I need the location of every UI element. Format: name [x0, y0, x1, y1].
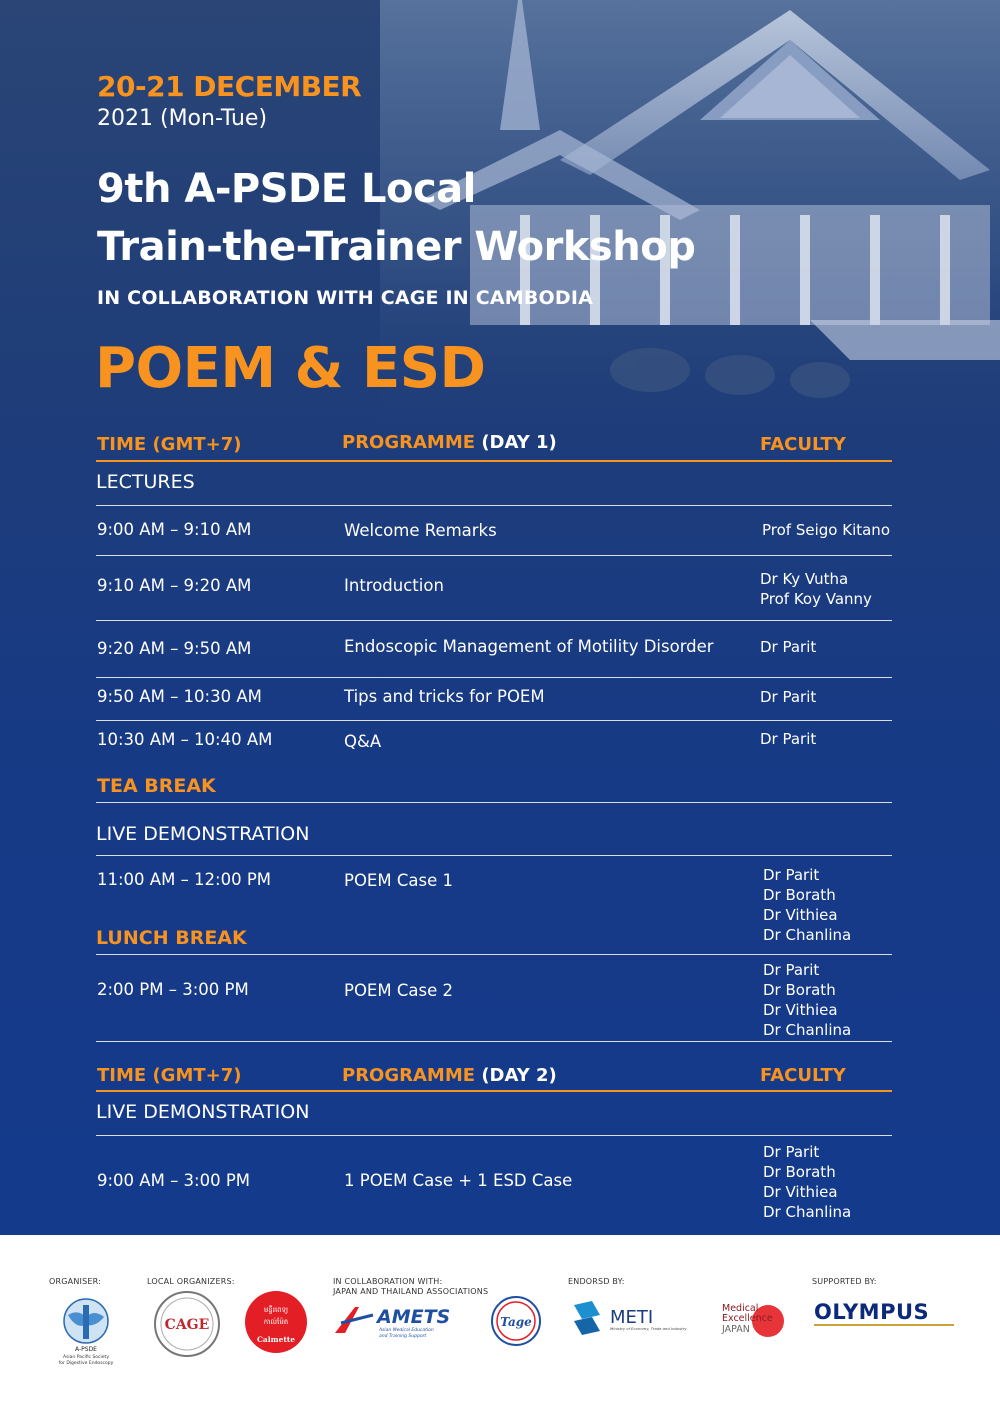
- table-row-programme: Q&A: [344, 732, 382, 751]
- table-row-faculty: Dr Parit: [760, 688, 817, 706]
- table-row-time: 2:00 PM – 3:00 PM: [97, 980, 249, 999]
- table-row-faculty: Prof Seigo Kitano: [762, 521, 890, 539]
- medical-excellence-japan-logo: [720, 1299, 786, 1339]
- table-row-faculty: [763, 1142, 851, 1222]
- meti-logo-text: METI: [610, 1307, 654, 1328]
- mej-line1: Medical: [722, 1303, 759, 1314]
- table-row-time: 9:10 AM – 9:20 AM: [97, 576, 252, 595]
- faculty-name: Dr Parit: [763, 1143, 820, 1161]
- olympus-logo: [812, 1297, 957, 1331]
- apsde-caption-line2: for Digestive Endoscopy: [58, 1361, 114, 1366]
- faculty-name: Dr Vithiea: [763, 1001, 838, 1019]
- table-row-programme: POEM Case 1: [344, 871, 453, 890]
- tage-logo-text: Tage: [500, 1315, 532, 1329]
- cage-logo-text: CAGE: [164, 1317, 210, 1333]
- table-row-programme: Endoscopic Management of Motility Disorder: [344, 637, 714, 656]
- faculty-name: Dr Chanlina: [763, 1021, 852, 1039]
- table-row-faculty: [763, 865, 851, 945]
- table-row-time: 10:30 AM – 10:40 AM: [97, 730, 273, 749]
- divider: [96, 720, 892, 721]
- calmette-name: Calmette: [256, 1335, 296, 1344]
- calmette-khmer-line1: មន្ទីរពេទ្យ: [263, 1306, 289, 1314]
- faculty-name: Dr Parit: [763, 866, 820, 884]
- table-row-time: 9:00 AM – 9:10 AM: [97, 520, 252, 539]
- table-row-time: 9:00 AM – 3:00 PM: [97, 1171, 251, 1190]
- endorsed-label: ENDORSD BY:: [568, 1277, 625, 1286]
- faculty-name: Dr Vithiea: [763, 1183, 838, 1201]
- faculty-name: Dr Chanlina: [763, 1203, 852, 1221]
- apsde-name: A-PSDE: [75, 1346, 97, 1353]
- event-year-days: 2021 (Mon-Tue): [97, 106, 268, 131]
- table-row-programme: POEM Case 2: [344, 981, 453, 1000]
- event-date: 20-21 DECEMBER: [97, 70, 362, 103]
- faculty-name: Prof Koy Vanny: [760, 590, 872, 608]
- day-label: (DAY 1): [481, 432, 557, 453]
- amets-caption-line1: Asian Medical Education: [379, 1328, 434, 1333]
- table-row-programme: Introduction: [344, 576, 444, 595]
- divider: [96, 954, 892, 955]
- programme-label: PROGRAMME: [342, 432, 476, 453]
- collaboration-label-line2: JAPAN AND THAILAND ASSOCIATIONS: [333, 1287, 489, 1296]
- topic-heading: POEM & ESD: [95, 336, 486, 401]
- faculty-name: Dr Borath: [763, 981, 836, 999]
- local-organizers-label: LOCAL ORGANIZERS:: [147, 1277, 235, 1286]
- table-row-time: 9:50 AM – 10:30 AM: [97, 687, 262, 706]
- mej-line3: JAPAN: [722, 1324, 750, 1335]
- event-title-line1: 9th A-PSDE Local: [97, 166, 476, 212]
- divider: [96, 555, 892, 556]
- table-row-programme: Welcome Remarks: [344, 521, 497, 540]
- table-row-time: 9:20 AM – 9:50 AM: [97, 639, 252, 658]
- table-row-faculty: Dr Parit: [760, 638, 817, 656]
- divider: [96, 1041, 892, 1042]
- faculty-name: Dr Ky Vutha: [760, 570, 849, 588]
- collaboration-label-line1: IN COLLABORATION WITH:: [333, 1277, 443, 1286]
- programme-label: PROGRAMME: [342, 1065, 476, 1086]
- day-label: (DAY 2): [481, 1065, 557, 1086]
- faculty-name: Dr Borath: [763, 886, 836, 904]
- divider: [96, 1090, 892, 1092]
- table-row-faculty: [763, 960, 851, 1040]
- apsde-caption-line1: Asian Pacific Society: [63, 1355, 109, 1360]
- sponsor-footer: [0, 1235, 1000, 1406]
- calmette-hospital-logo: [244, 1290, 308, 1354]
- divider: [96, 620, 892, 621]
- faculty-name: Dr Chanlina: [763, 926, 852, 944]
- divider: [96, 1135, 892, 1136]
- amets-logo: [333, 1301, 458, 1341]
- divider: [96, 677, 892, 678]
- faculty-name: Dr Vithiea: [763, 906, 838, 924]
- olympus-logo-text: OLYMPUS: [814, 1300, 930, 1324]
- organiser-label: ORGANISER:: [49, 1277, 102, 1286]
- faculty-name: Dr Borath: [763, 1163, 836, 1181]
- supported-label: SUPPORTED BY:: [812, 1277, 877, 1286]
- day2-faculty-header: FACULTY: [760, 1065, 846, 1086]
- calmette-khmer-line2: កាល់ម៉ែត: [263, 1318, 289, 1326]
- table-row-faculty: Dr Parit: [760, 730, 817, 748]
- table-row-programme: Tips and tricks for POEM: [344, 687, 545, 706]
- table-row-time: 11:00 AM – 12:00 PM: [97, 870, 272, 889]
- cage-logo: [153, 1290, 221, 1358]
- tage-logo: [490, 1295, 542, 1347]
- collaboration-subtitle: IN COLLABORATION WITH CAGE IN CAMBODIA: [97, 287, 594, 309]
- event-title-line2: Train-the-Trainer Workshop: [97, 224, 696, 270]
- section-live-demonstration: LIVE DEMONSTRATION: [96, 823, 310, 845]
- divider: [96, 855, 892, 856]
- lunch-break-label: LUNCH BREAK: [96, 927, 247, 949]
- tea-break-label: TEA BREAK: [97, 775, 216, 797]
- day2-programme-header: [342, 1065, 557, 1086]
- table-row-faculty: [760, 569, 872, 609]
- divider: [96, 460, 892, 462]
- section-live-demonstration-day2: LIVE DEMONSTRATION: [96, 1101, 310, 1123]
- collaboration-label: [333, 1277, 488, 1297]
- mej-line2: Excellence: [722, 1313, 773, 1324]
- day2-time-header: TIME (GMT+7): [97, 1065, 242, 1086]
- apsde-logo: [50, 1295, 122, 1367]
- divider: [96, 505, 892, 506]
- divider: [96, 802, 892, 803]
- amets-logo-text: AMETS: [377, 1306, 451, 1328]
- day1-programme-header: [342, 432, 557, 453]
- table-row-programme: 1 POEM Case + 1 ESD Case: [344, 1171, 573, 1190]
- meti-caption: Ministry of Economy, Trade and Industry: [610, 1326, 687, 1331]
- amets-caption-line2: and Training Support: [379, 1334, 427, 1339]
- faculty-name: Dr Parit: [763, 961, 820, 979]
- meti-logo: [570, 1299, 715, 1339]
- day1-faculty-header: FACULTY: [760, 434, 846, 455]
- section-lectures: LECTURES: [96, 471, 195, 493]
- day1-time-header: TIME (GMT+7): [97, 434, 242, 455]
